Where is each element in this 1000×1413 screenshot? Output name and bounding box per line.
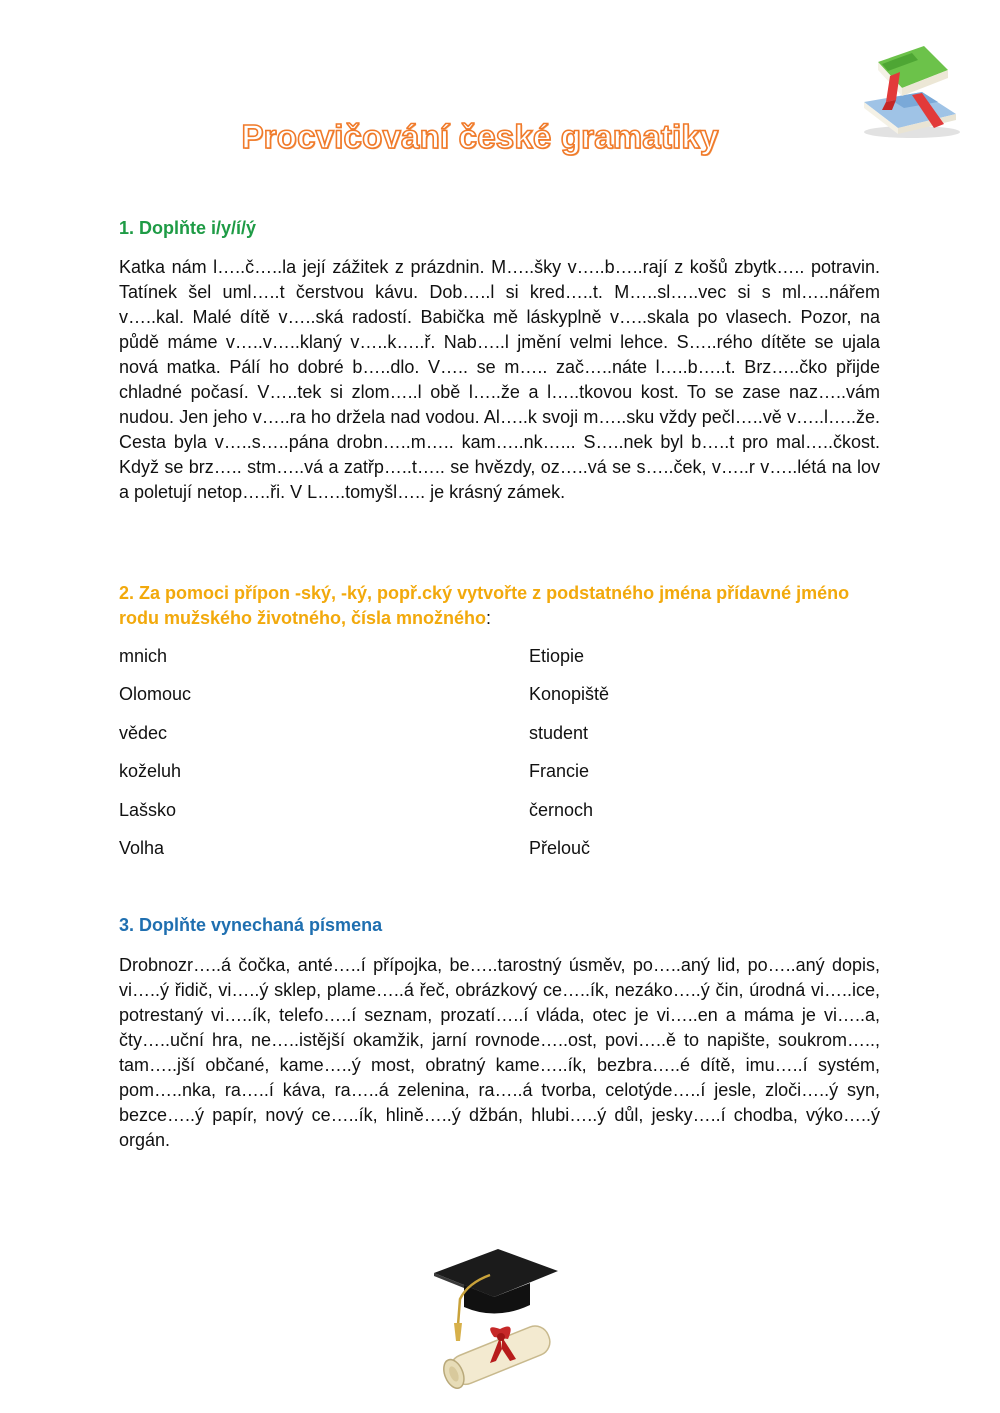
word-right: Francie [529,761,590,782]
section2-heading [119,581,889,631]
word-left: koželuh [119,761,182,782]
page-title: Procvičování české gramatiky [241,118,719,155]
word-right: Konopiště [529,684,610,705]
section1-exercise-text: Katka nám l…..č…..la její zážitek z prázdnin. M…..šky v…..b…..rají z košů zbytk….. potravin. Tatínek šel uml…..t čerstvou kávu. Dob…..l si kred…..t. M…..sl…..vec si s ml…..nářem v…..kal. Malé dítě v…..ská radostí. Babička mě láskyplně v…..skala po vlasech. Pozor, na půdě máme v…..v…..klaný v…..k…..ř. Nab…..l jmění velmi lehce. S…..rého dítěte se ujala nová matka. Pálí ho dobré b…..dlo. V….. se m….. zač…..náte l…..b…..t. Brz…..čko přijde chladné počasí. V…..tek si zlom…..l obě l…..že a l…..tkovou kost. To se zase naz…..vám nudou. Jen jeho v…..ra ho držela nad vodou. Al…..k svoji m…..sku vždy pečl…..vě v…..l…..že. Cesta byla v…..s…..pána drobn…..m….. kam…..nk…... S…..nek byl b…..t pro mal…..čkost. Když se brz….. stm…..vá a zatřp…..t….. se hvězdy, oz…..vá se s…..ček, v…..r v…..létá na lov a poletují netop…..ři. V L…..tomyšl….. je krásný zámek. [119,257,880,502]
word-left: vědec [119,722,168,743]
graduation-cap-diploma-icon [430,1245,566,1389]
section1-heading: 1. Doplňte i/y/í/ý [119,218,257,238]
word-row [119,799,879,837]
section3-heading: 3. Doplňte vynechaná písmena [119,915,383,935]
section2-heading-suffix: : [486,608,492,628]
word-right: Přelouč [529,837,591,858]
word-right: Etiopie [529,646,585,666]
word-right: černoch [529,799,594,820]
word-left: Volha [119,837,165,858]
word-left: mnich [119,646,168,666]
section2-heading-text: 2. Za pomoci přípon -ský, -ký, popř.cký vytvořte z podstatného jména přídavné jméno rodu mužského životného, čísla množného [119,583,850,628]
section3-exercise-text: Drobnozr…..á čočka, anté…..í přípojka, be…..tarostný úsměv, po…..aný lid, po…..aný dopis, vi…..ý řidič, vi…..ý sklep, plame…..á řeč, obrázkový ce…..ík, nezáko…..ý čin, úrodná vi…..ice, potrestaný vi…..ík, telefo…..í seznam, prozatí…..í vláda, otec je vi…..en a máma je vi…..a, čty…..uční hra, ne…..istější okamžik, jarní rovnode…..ost, povi…..ě to napište, soukrom….., tam…..jší občané, kame…..ý most, obratný kame…..ík, bezbra…..é dítě, imu…..í systém, pom…..nka, ra…..í káva, ra…..á zelenina, ra…..á tvorba, celotýde…..í jesle, zloči…..ý syn, bezce…..ý papír, nový ce…..ík, hlině…..ý džbán, hlubi…..ý důl, jesky…..í chodba, výko…..ý orgán. [119,955,880,1150]
word-row [119,683,879,721]
word-row [119,837,879,875]
word-row [119,760,879,798]
word-right: student [529,722,589,743]
word-left: Lašsko [119,799,177,820]
word-left: Olomouc [119,684,192,705]
word-row [119,645,879,683]
word-list-grid [119,645,879,875]
word-row [119,722,879,760]
